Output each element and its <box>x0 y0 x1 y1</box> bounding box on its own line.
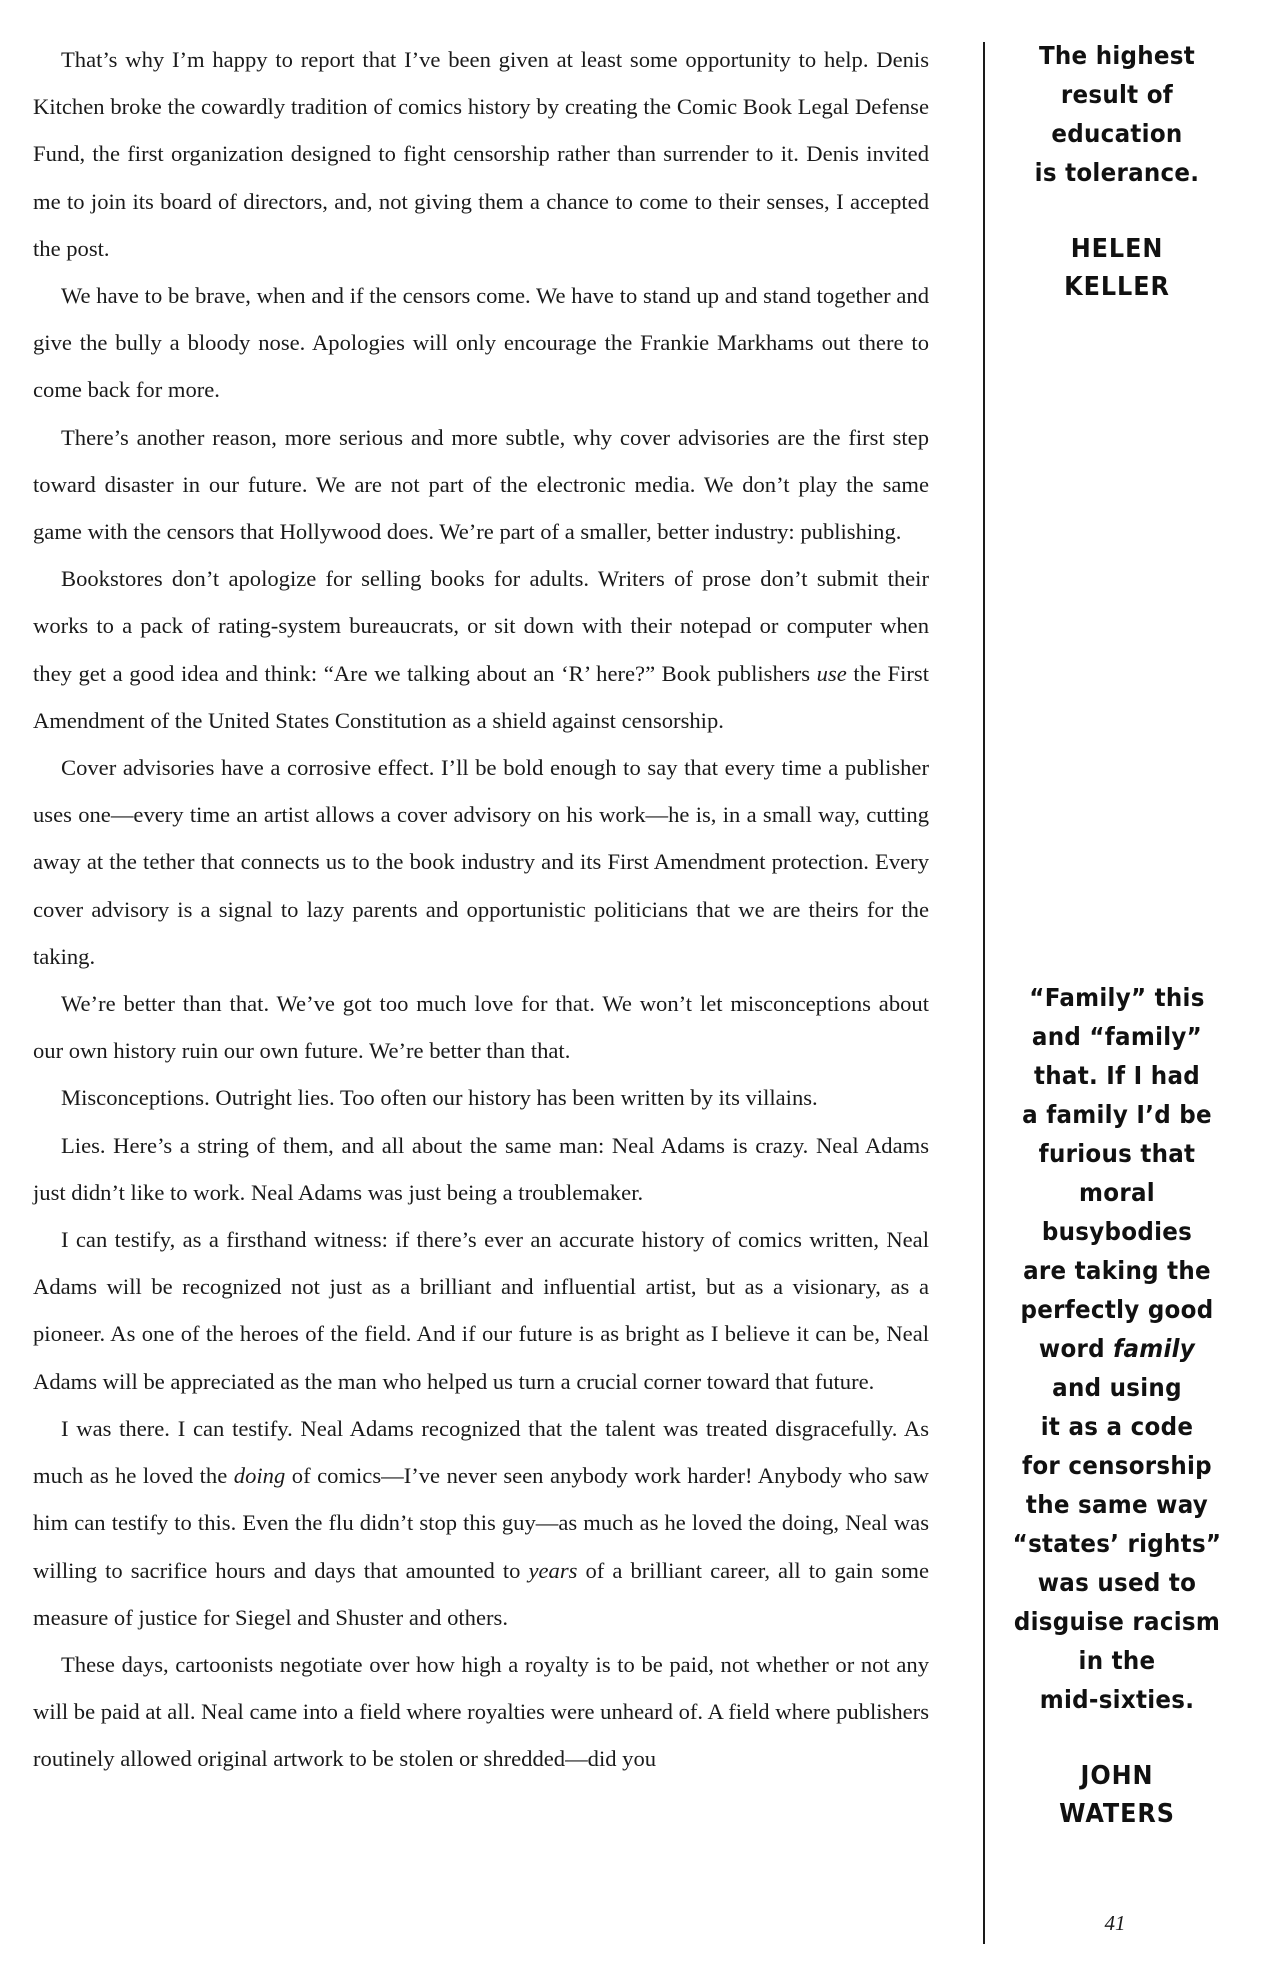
quote-line: it as a code <box>1040 1412 1194 1441</box>
body-paragraph: Cover advisories have a corrosive effect. I’ll be bold enough to say that every time a publisher uses one—every time an artist allows a cover advisory on his work—he is, in a small way, cutting away at the tether that connects us to the book industry and its First Amendment protection. Every cover advisory is a signal to lazy parents and opportunistic politicians that we are theirs for the taking. <box>33 755 929 969</box>
quote-line: perfectly good <box>1020 1295 1214 1324</box>
quote-line: education <box>1051 119 1183 148</box>
body-paragraph: We have to be brave, when and if the censors come. We have to stand up and stand together and give the bully a bloody nose. Apologies will only encourage the Frankie Markhams out there to come back for more. <box>33 283 929 403</box>
quote-line: The highest <box>1038 41 1196 70</box>
body-paragraph: We’re better than that. We’ve got too much love for that. We won’t let misconceptions about our own history ruin our own future. We’re better than that. <box>33 991 929 1064</box>
quote-author <box>1009 230 1224 306</box>
body-paragraph: Misconceptions. Outright lies. Too often our history has been written by its villains. <box>61 1085 818 1111</box>
body-paragraph: These days, cartoonists negotiate over how high a royalty is to be paid, not whether or not any will be paid at all. Neal came into a field where royalties were unheard of. A field where publishers routinely allowed original artwork to be stolen or shredded—did you <box>33 1651 929 1772</box>
quote-text <box>1009 978 1224 1719</box>
author-line: WATERS <box>1059 1799 1175 1829</box>
quote-line: are taking the <box>1023 1256 1211 1285</box>
quote-author <box>1009 1757 1224 1833</box>
quote-line: that. If I had <box>1033 1061 1200 1090</box>
quote-text <box>1009 36 1224 192</box>
body-paragraph: Bookstores don’t apologize for selling books for adults. Writers of prose don’t submit their works to a pack of rating-system bureaucrats, or sit down with their notepad or computer when they get a good idea and think: “Are we talking about an ‘R’ here?” Book publishers use the First Amendment of the United States Constitution as a shield against censorship. <box>33 566 929 733</box>
quote-line: and using <box>1052 1373 1182 1402</box>
quote-line: word family <box>1038 1334 1196 1363</box>
sidebar-quote-keller <box>1000 36 1234 306</box>
quote-line: was used to <box>1037 1568 1197 1597</box>
column-divider <box>983 42 985 1944</box>
quote-line: the same way <box>1025 1490 1209 1519</box>
author-line: KELLER <box>1064 272 1170 302</box>
body-paragraph: Lies. Here’s a string of them, and all about the same man: Neal Adams is crazy. Neal Adams just didn’t like to work. Neal Adams was just being a troublemaker. <box>33 1132 929 1205</box>
emphasis: use <box>816 660 847 686</box>
emphasis: family <box>1113 1334 1196 1363</box>
page-number: 41 <box>1104 1911 1126 1935</box>
quote-line: in the <box>1078 1646 1156 1675</box>
quote-line: a family I’d be <box>1022 1100 1212 1129</box>
emphasis: years <box>528 1557 578 1583</box>
author-line: HELEN <box>1070 234 1164 264</box>
quote-line: disguise racism <box>1013 1607 1221 1636</box>
emphasis: doing <box>233 1463 286 1489</box>
body-paragraph: That’s why I’m happy to report that I’ve been given at least some opportunity to help. Denis Kitchen broke the cowardly tradition of comics history by creating the Comic Book Legal Defense Fund, the first organization designed to fight censorship rather than surrender to it. Denis invited me to join its board of directors, and, not giving them a chance to come to their senses, I accepted the post. <box>33 47 929 261</box>
body-paragraph: There’s another reason, more serious and more subtle, why cover advisories are the first step toward disaster in our future. We are not part of the electronic media. We don’t play the same game with the censors that Hollywood does. We’re part of a smaller, better industry: publishing. <box>33 424 929 545</box>
quote-line: is tolerance. <box>1034 158 1200 187</box>
body-text-column <box>33 36 929 1783</box>
body-paragraph: I was there. I can testify. Neal Adams recognized that the talent was treated disgracefully. As much as he loved the doing of comics—I’ve never seen anybody work harder! Anybody who saw him can testify to this. Even the flu didn’t stop this guy—as much as he loved the doing, Neal was willing to sacrifice hours and days that amounted to years of a brilliant career, all to gain some measure of justice for Siegel and Shuster and others. <box>33 1415 929 1630</box>
body-paragraph: I can testify, as a firsthand witness: if there’s ever an accurate history of comics written, Neal Adams will be recognized not just as a brilliant and influential artist, but as a visionary, as a pioneer. As one of the heroes of the field. And if our future is as bright as I believe it can be, Neal Adams will be appreciated as the man who helped us turn a crucial corner toward that future. <box>33 1227 929 1394</box>
quote-line: and “family” <box>1031 1022 1203 1051</box>
quote-line: for censorship <box>1022 1451 1212 1480</box>
sidebar-quote-waters <box>1000 978 1234 1833</box>
quote-line: result of <box>1060 80 1174 109</box>
quote-line: “Family” this <box>1029 983 1205 1012</box>
quote-line: mid-sixties. <box>1039 1685 1195 1714</box>
author-line: JOHN <box>1080 1761 1154 1791</box>
quote-line: moral busybodies <box>1041 1178 1193 1246</box>
quote-line: “states’ rights” <box>1012 1529 1222 1558</box>
quote-line: furious that <box>1038 1139 1196 1168</box>
